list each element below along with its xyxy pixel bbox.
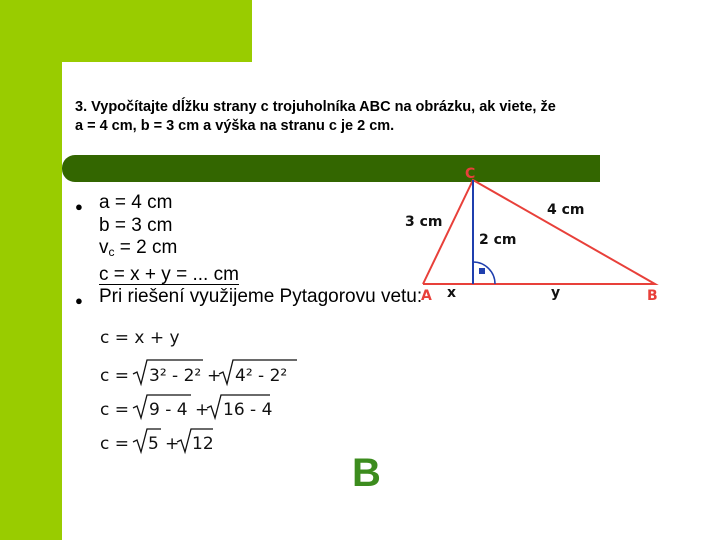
bullet-dot-icon: ● <box>75 293 83 308</box>
task-title-line1: 3. Vypočítajte dĺžku strany c trojuholníka ABC na obrázku, ak viete, že <box>75 99 556 115</box>
math-line-3 <box>100 395 272 420</box>
bullet-list <box>75 192 422 309</box>
triangle-sides <box>423 180 655 284</box>
given-v-sub: c <box>108 245 115 259</box>
math-l4-prefix: c = <box>100 434 129 454</box>
math-l3-prefix: c = <box>100 400 129 420</box>
vertex-c: C <box>465 166 476 182</box>
pytagoras-text: Pri riešení využijeme Pytagorovu vetu: <box>99 286 423 307</box>
height-label: 2 cm <box>479 232 517 248</box>
decor-corner <box>62 62 102 102</box>
task-title <box>75 98 695 136</box>
math-line-2 <box>100 360 297 386</box>
math-l2-rad1: 3² - 2² <box>149 366 202 386</box>
given-v: v <box>99 237 109 258</box>
vertex-a: A <box>421 288 432 304</box>
math-l2-plus: + <box>207 366 222 386</box>
math-l1: c = x + y <box>100 328 180 348</box>
task-title-line2: a = 4 cm, b = 3 cm a výška na stranu c je 2 cm. <box>75 118 395 134</box>
math-line-1 <box>100 328 180 348</box>
given-v-rest: = 2 cm <box>114 237 178 258</box>
math-line-4 <box>100 429 214 454</box>
bullet-dot-icon: ● <box>75 199 83 214</box>
bullet-pytagoras <box>75 286 422 309</box>
math-l3-rad1: 9 - 4 <box>149 400 188 420</box>
math-l3-plus: + <box>195 400 210 420</box>
right-angle-mark <box>479 268 485 274</box>
segment-y-label: y <box>551 285 561 301</box>
math-l4-rad2: 12 <box>192 434 214 454</box>
segment-x-label: x <box>447 285 457 301</box>
vertex-b: B <box>647 288 658 304</box>
answer-option-b[interactable]: B <box>352 451 381 495</box>
side-a-label: 4 cm <box>547 202 585 218</box>
solution-math <box>95 322 315 460</box>
side-b-label: 3 cm <box>405 214 443 230</box>
given-b: b = 3 cm <box>99 214 173 236</box>
given-a: a = 4 cm <box>99 192 173 213</box>
math-l4-plus: + <box>165 434 180 454</box>
decor-green-left <box>0 0 62 540</box>
given-vc <box>99 237 422 264</box>
bullet-given <box>75 192 422 286</box>
math-l4-rad1: 5 <box>148 434 159 454</box>
triangle-diagram <box>395 160 685 310</box>
math-l3-rad2: 16 - 4 <box>223 400 273 420</box>
math-l2-rad2: 4² - 2² <box>235 366 288 386</box>
given-c: c = x + y = ... cm <box>99 263 239 285</box>
math-l2-prefix: c = <box>100 366 129 386</box>
